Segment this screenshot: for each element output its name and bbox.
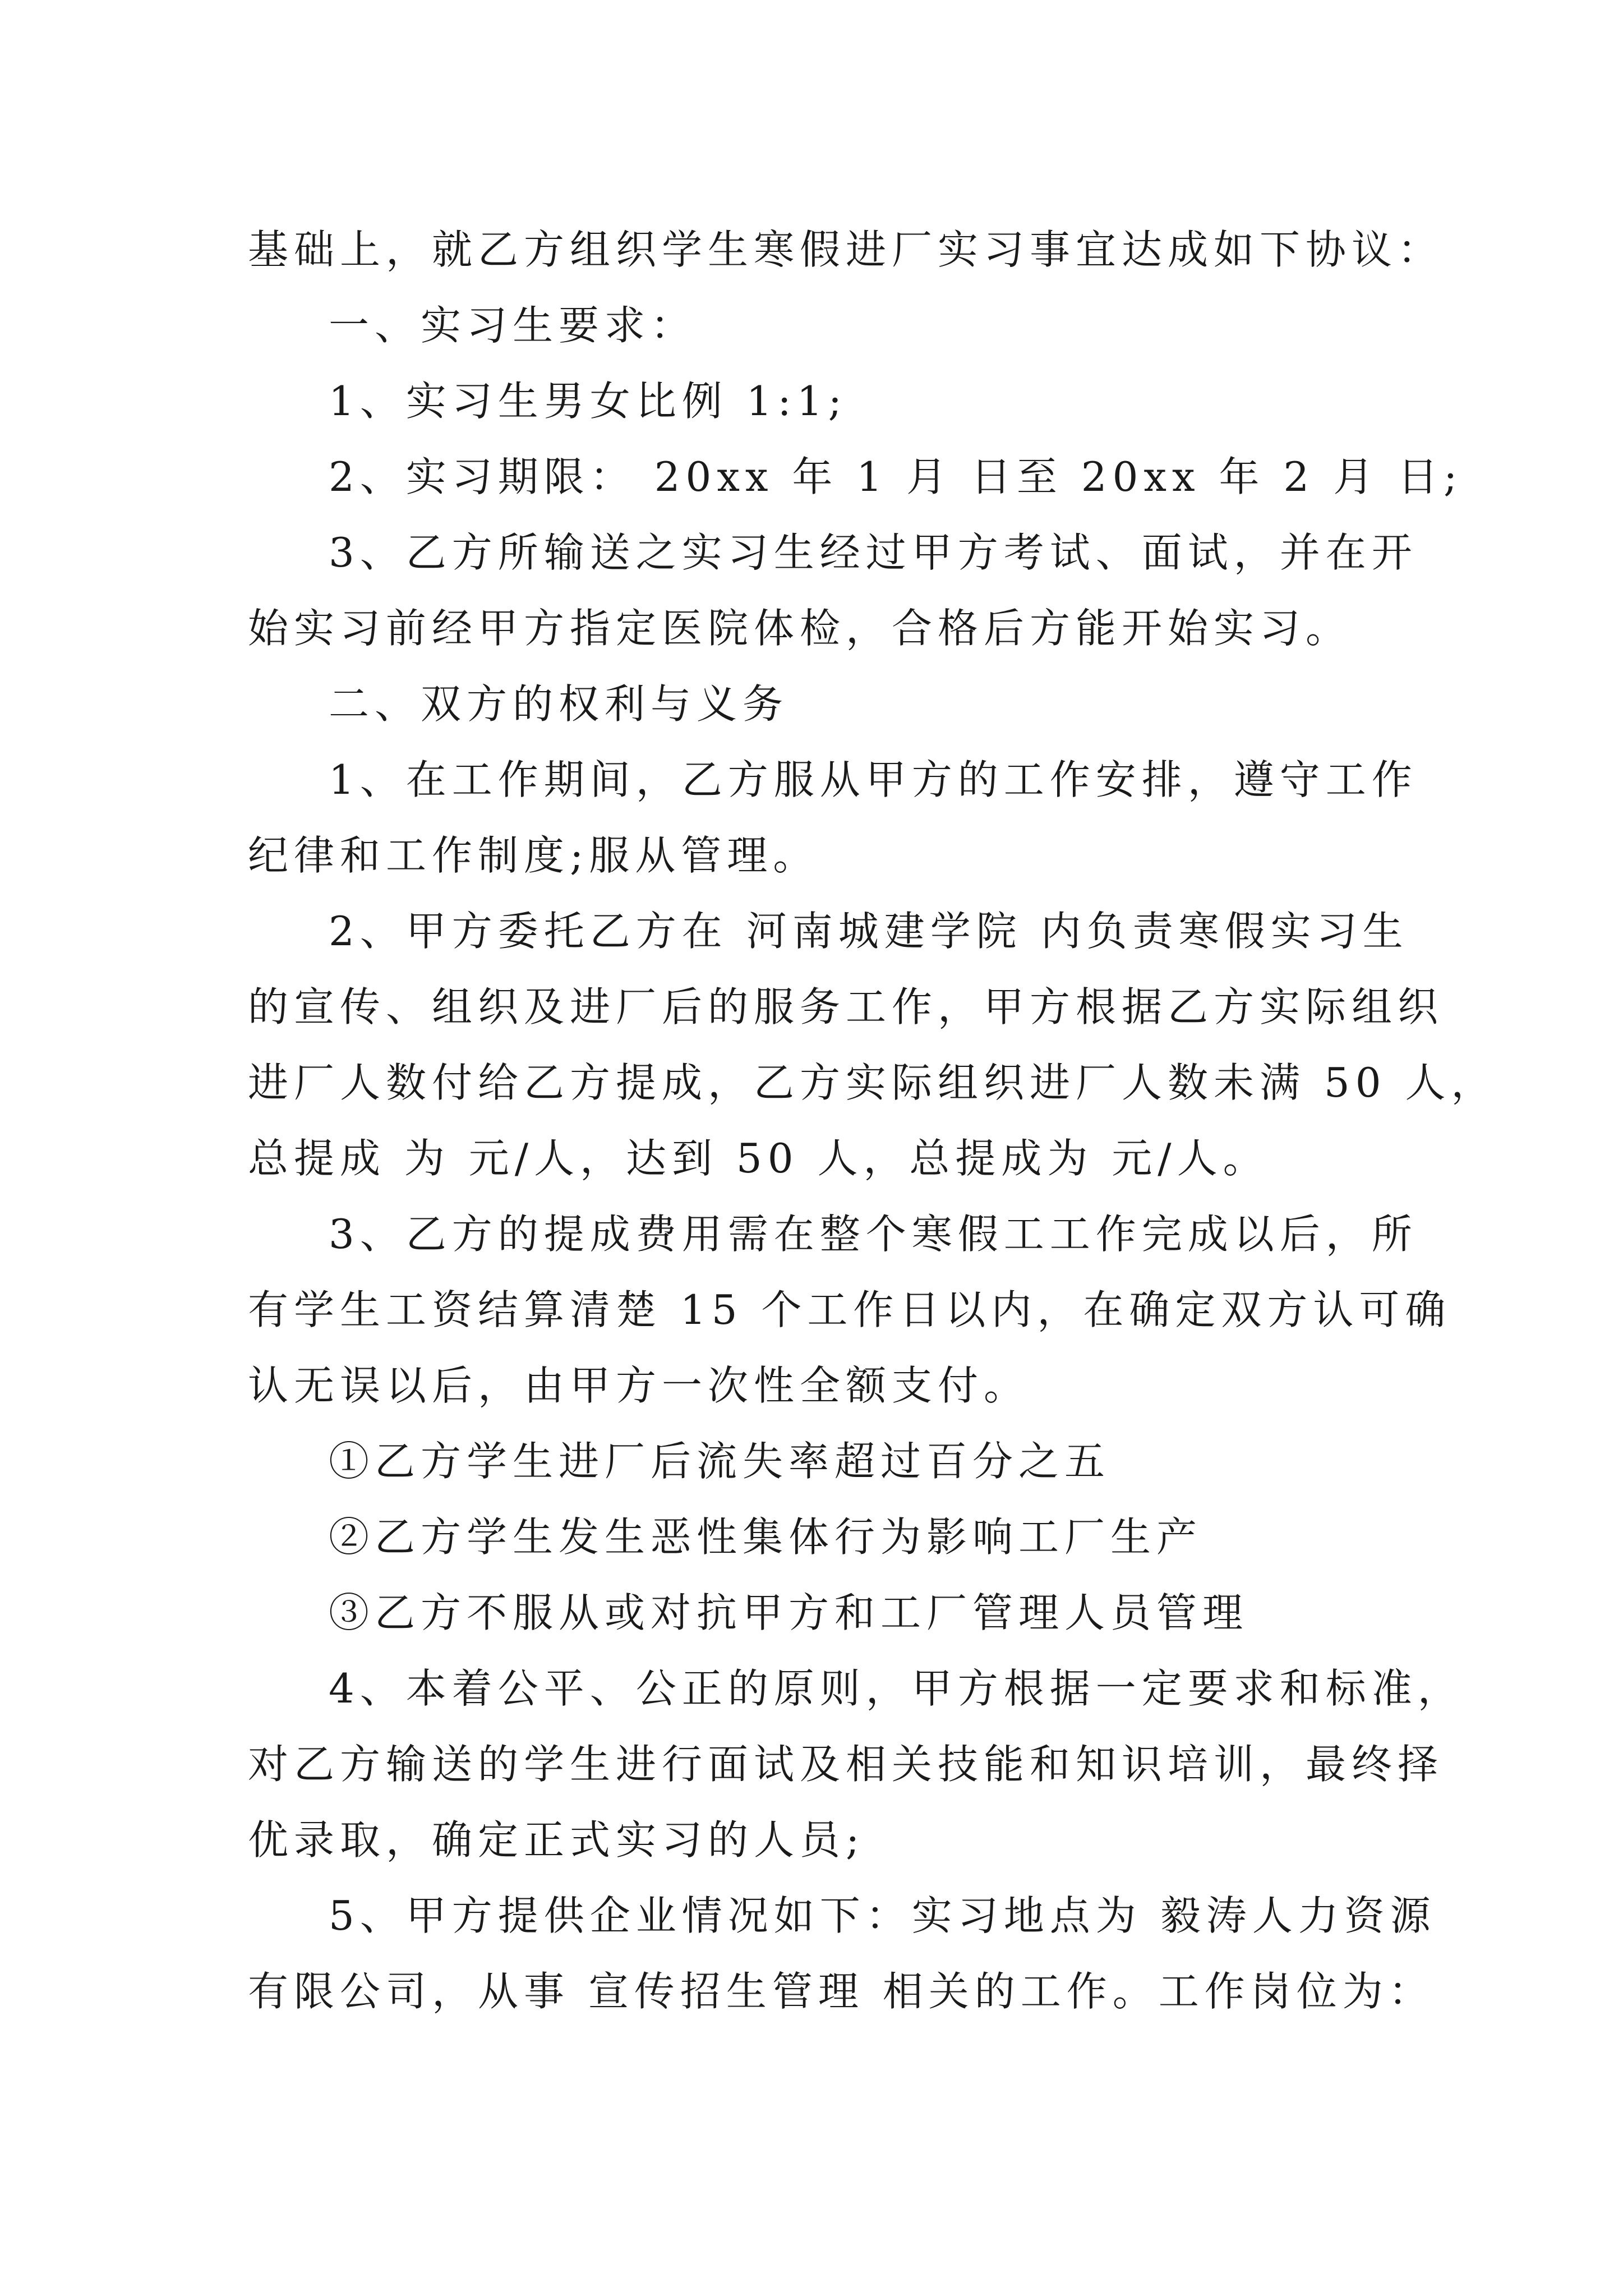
text-line-3: 1、实习生男女比例 1:1; [329,378,847,425]
text-line-14: 3、乙方的提成费用需在整个寒假工工作完成以后，所 [329,1211,1418,1258]
text-line-5: 3、乙方所输送之实习生经过甲方考试、面试，并在开 [329,529,1418,576]
text-line-1: 基础上，就乙方组织学生寒假进厂实习事宜达成如下协议： [248,226,1444,273]
section-heading-rights: 二、双方的权利与义务 [329,680,789,728]
text-line-21: 对乙方输送的学生进行面试及相关技能和知识培训，最终择 [248,1741,1444,1788]
text-line-4: 2、实习期限： 20xx 年 1 月 日至 20xx 年 2 月 日; [329,453,1463,500]
list-item-1: ①乙方学生进厂后流失率超过百分之五 [329,1438,1111,1485]
document-body [248,212,1497,2030]
text-line-16: 认无误以后，由甲方一次性全额支付。 [248,1362,1030,1409]
text-line-24: 有限公司，从事 宣传招生管理 相关的工作。工作岗位为： [248,1968,1435,2015]
text-line-11: 的宣传、组织及进厂后的服务工作，甲方根据乙方实际组织 [248,983,1444,1030]
text-line-22: 优录取，确定正式实习的人员; [248,1816,865,1864]
text-line-12: 进厂人数付给乙方提成，乙方实际组织进厂人数未满 50 人， [248,1059,1497,1106]
list-item-2: ②乙方学生发生恶性集体行为影响工厂生产 [329,1513,1203,1561]
text-line-10: 2、甲方委托乙方在 河南城建学院 内负责寒假实习生 [329,908,1409,955]
section-heading-requirements: 一、实习生要求： [329,302,697,349]
text-line-13: 总提成 为 元/人，达到 50 人，总提成为 元/人。 [248,1135,1269,1182]
text-line-15: 有学生工资结算清楚 15 个工作日以内，在确定双方认可确 [248,1286,1451,1333]
list-item-3: ③乙方不服从或对抗甲方和工厂管理人员管理 [329,1589,1249,1636]
text-line-20: 4、本着公平、公正的原则，甲方根据一定要求和标准， [329,1665,1464,1712]
text-line-9: 纪律和工作制度;服从管理。 [248,832,819,879]
text-line-23: 5、甲方提供企业情况如下：实习地点为 毅涛人力资源 [329,1892,1436,1939]
text-line-6: 始实习前经甲方指定医院体检，合格后方能开始实习。 [248,605,1352,652]
text-line-8: 1、在工作期间，乙方服从甲方的工作安排，遵守工作 [329,756,1418,803]
